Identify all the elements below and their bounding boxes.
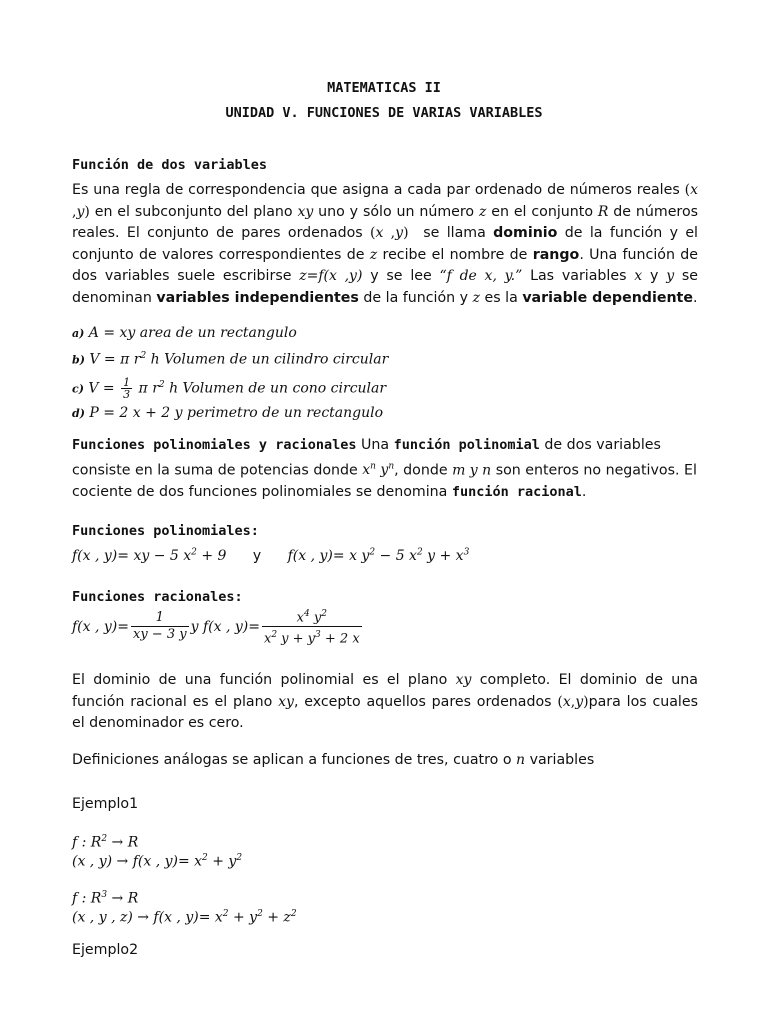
term-dominio: dominio: [493, 225, 558, 241]
term-funcion-polinomial: función polinomial: [393, 437, 540, 453]
example-d: d) P = 2 x + 2 y perimetro de un rectangulo: [72, 405, 384, 422]
example-b: b) V = π $r^2$ h Volumen de un cilindro circular: [72, 351, 389, 368]
examples-list: [72, 322, 698, 425]
document-title: MATEMATICAS II: [327, 80, 441, 96]
polynomial-heading: Funciones polinomiales:: [72, 523, 259, 539]
domain-paragraph: El dominio de una función polinomial es el plano xy completo. El dominio de una función racional es el plano xy, excepto aquellos pares ordenados (x,y)para los cuales el denominador es cero.: [72, 672, 698, 731]
term-funcion-racional: función racional: [451, 483, 582, 500]
section-heading-polynomial-rational: Funciones polinomiales y racionales: [72, 437, 357, 453]
polynomial-paragraph: Funciones polinomiales y racionales Una función polinomial de dos variables consiste en la suma de potencias donde $x^n$ $y^n$, donde m y n son enteros no negativos. El cociente de dos funciones polinomiales se denomina función racional.: [72, 437, 697, 500]
term-variables-independientes: variables independientes: [156, 289, 359, 306]
polynomial-examples: f(x , y)= xy − 5 $x^2 + 9$ y f(x , y)= x $y^2 - 5$ $x^2$ $y + x^3$: [72, 547, 470, 564]
term-rango: rango: [532, 246, 580, 263]
example-a: a) A = xy area de un rectangulo: [72, 325, 297, 341]
term-variable-dependiente: variable dependiente: [522, 289, 693, 306]
ejemplo1-line4: (x , y , z) → f(x , $y)= x^2 + y^2 + z^2$: [72, 909, 297, 926]
section-heading-two-variables: Función de dos variables: [72, 157, 268, 173]
rational-heading: Funciones racionales:: [72, 589, 243, 605]
analog-definitions: Definiciones análogas se aplican a funciones de tres, cuatro o n variables: [72, 752, 595, 768]
example-c: c) V = $\frac{1}{3}$ π $r^2$ h Volumen de un cono circular: [72, 375, 387, 401]
rational-examples: f(x , y)= $\frac{1}{xy - 3 y}$ y f(x , y)= $\frac{x^4 y^2}{x^2 y + y^3 + 2 x}$: [72, 609, 360, 647]
unit-title: UNIDAD V. FUNCIONES DE VARIAS VARIABLES: [225, 105, 543, 121]
definition-paragraph: Es una regla de correspondencia que asigna a cada par ordenado de números reales (x ,y) en el subconjunto del plano xy uno y sólo un número z en el conjunto R de números reales. El conjunto de pares ordenados (x ,y) se llama dominio de la función y el conjunto de valores correspondientes de z recibe el nombre de rango. Una función de dos variables suele escribirse z=f(x ,y) y se lee “f de x, y.” Las variables x y y se denominan variables independientes de la función y z es la variable dependiente.: [72, 182, 699, 306]
ejemplo1-label: Ejemplo1: [72, 796, 139, 812]
ejemplo1-line3: f : $R^3 \to R$: [72, 890, 139, 907]
ejemplo2-label: Ejemplo2: [72, 942, 139, 958]
ejemplo1-line1: f : $R^2 \to R$: [72, 834, 139, 851]
ejemplo1-line2: (x , y) → f(x , $y)= x^2 + y^2$: [72, 853, 243, 870]
